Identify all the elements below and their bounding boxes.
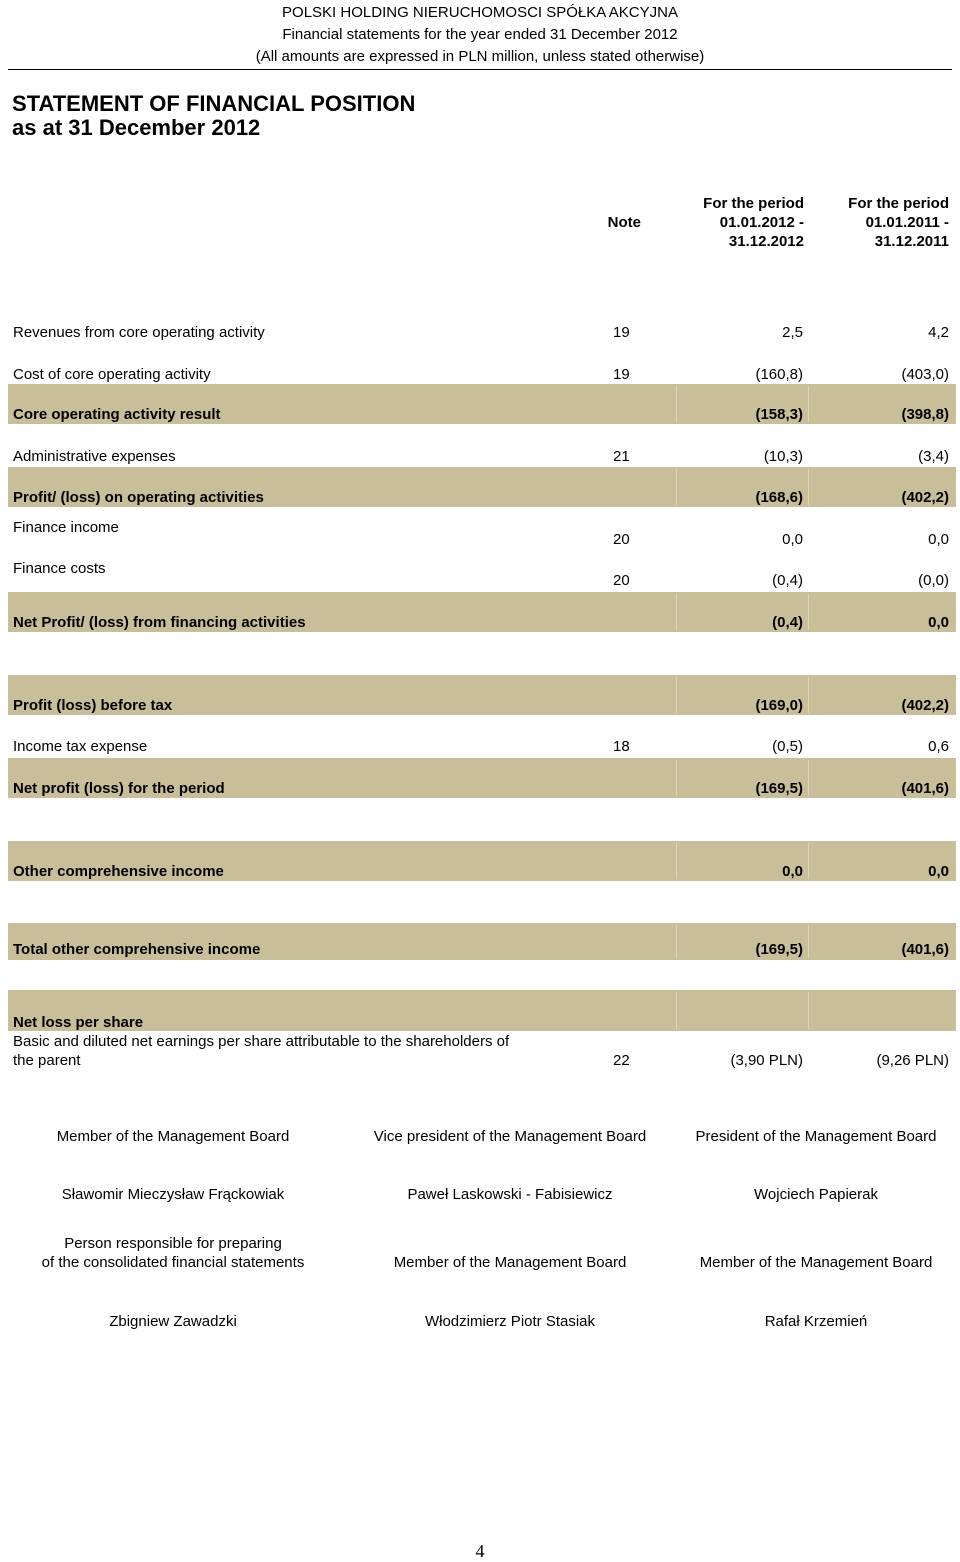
row-value-2011: 0,0: [928, 614, 949, 631]
row-label: Total other comprehensive income: [13, 941, 261, 958]
row-value-2012: (169,0): [755, 697, 803, 714]
period-2011-header-line: For the period: [848, 195, 949, 212]
row-value-2012: (168,6): [755, 489, 803, 506]
row-value-2012: (0,5): [772, 738, 803, 755]
company-name: POLSKI HOLDING NIERUCHOMOSCI SPÓŁKA AKCYJNA: [282, 4, 678, 21]
row-label: Core operating activity result: [13, 406, 221, 423]
row-value-2012: (158,3): [755, 406, 803, 423]
row-value-2011: (398,8): [901, 406, 949, 423]
eps-heading: Net loss per share: [13, 1014, 144, 1031]
signature-role: Member of the Management Board: [56, 1128, 290, 1145]
row-value-2011: 0,0: [928, 531, 949, 548]
table-row-subtotal: [8, 841, 956, 881]
signature-name: Wojciech Papierak: [754, 1186, 878, 1203]
table-row: [8, 313, 956, 353]
amounts-note: (All amounts are expressed in PLN million, unless stated otherwise): [255, 48, 705, 65]
row-value-2011: (401,6): [901, 780, 949, 797]
eps-heading-row: [8, 990, 956, 1031]
signature-role: Vice president of the Management Board: [373, 1128, 647, 1145]
row-value-2012: 0,0: [782, 531, 803, 548]
row-label: Net profit (loss) for the period: [13, 780, 225, 797]
table-row: [8, 551, 956, 591]
table-row: [8, 510, 956, 550]
signature-role-line: Person responsible for preparing: [64, 1235, 282, 1252]
row-value-2012: (169,5): [755, 780, 803, 797]
statements-subtitle: Financial statements for the year ended 31 December 2012: [282, 26, 678, 43]
signature-role: President of the Management Board: [695, 1128, 937, 1145]
row-label: Other comprehensive income: [13, 863, 224, 880]
period-2011-header-line: 31.12.2011: [874, 233, 949, 250]
row-label: Finance income: [13, 519, 119, 536]
row-value-2011: (402,2): [901, 489, 949, 506]
row-note: 20: [613, 572, 630, 589]
row-label: Administrative expenses: [13, 448, 176, 465]
table-row-subtotal: [8, 467, 956, 507]
row-value-2012: 2,5: [782, 324, 803, 341]
row-label: Profit (loss) before tax: [13, 697, 173, 714]
eps-label-line: the parent: [13, 1052, 81, 1069]
row-value-2011: (403,0): [901, 366, 949, 383]
row-value-2011: 4,2: [928, 324, 949, 341]
signature-name: Rafał Krzemień: [764, 1313, 868, 1330]
row-label: Cost of core operating activity: [13, 366, 211, 383]
row-value-2012: (10,3): [763, 448, 803, 465]
eps-label-line: Basic and diluted net earnings per share attributable to the shareholders of: [13, 1033, 510, 1050]
row-note: 18: [613, 738, 630, 755]
period-2011-header-line: 01.01.2011 -: [865, 214, 949, 231]
signature-role: Member of the Management Board: [393, 1254, 627, 1271]
page-number: 4: [475, 1541, 485, 1561]
row-value-2011: 0,0: [928, 863, 949, 880]
row-label: Revenues from core operating activity: [13, 324, 265, 341]
row-value-2011: (402,2): [901, 697, 949, 714]
row-label: Net Profit/ (loss) from financing activities: [13, 614, 306, 631]
row-note: 21: [613, 448, 630, 465]
row-value-2012: (169,5): [755, 941, 803, 958]
eps-row: [8, 1031, 956, 1073]
row-value-2012: (160,8): [755, 366, 803, 383]
signature-name: Sławomir Mieczysław Frąckowiak: [61, 1186, 285, 1203]
table-row-subtotal: [8, 923, 956, 960]
signature-role-line: of the consolidated financial statements: [41, 1254, 305, 1271]
period-2012-header-line: 01.01.2012 -: [719, 214, 804, 231]
row-label: Finance costs: [13, 560, 106, 577]
statement-title: STATEMENT OF FINANCIAL POSITION: [12, 91, 416, 116]
period-2012-header: [660, 194, 804, 251]
table-row-subtotal: [8, 675, 956, 715]
row-value-2011: (401,6): [901, 941, 949, 958]
row-note: 19: [613, 366, 630, 383]
period-2012-header-line: 31.12.2012: [728, 233, 804, 250]
row-value-2012: (0,4): [772, 614, 803, 631]
table-row-subtotal: [8, 592, 956, 632]
table-row-subtotal: [8, 384, 956, 424]
statement-date: as at 31 December 2012: [12, 115, 261, 140]
row-value-2011: (0,0): [918, 572, 949, 589]
signature-role: Member of the Management Board: [699, 1254, 933, 1271]
row-value-2011: 0,6: [928, 738, 949, 755]
note-column-header: Note: [607, 214, 641, 231]
row-note: 22: [613, 1052, 630, 1069]
signature-name: Paweł Laskowski - Fabisiewicz: [407, 1186, 613, 1203]
signature-name: Włodzimierz Piotr Stasiak: [424, 1313, 596, 1330]
row-value-2011: (3,4): [918, 448, 949, 465]
row-value-2012: 0,0: [782, 863, 803, 880]
row-value-2012: (0,4): [772, 572, 803, 589]
period-2012-header-line: For the period: [703, 195, 804, 212]
signature-role: [13, 1234, 333, 1272]
row-note: 19: [613, 324, 630, 341]
row-label: Income tax expense: [13, 738, 148, 755]
header-rule: [8, 69, 952, 70]
row-value-2011: (9,26 PLN): [876, 1052, 949, 1069]
row-note: 20: [613, 531, 630, 548]
signature-name: Zbigniew Zawadzki: [109, 1313, 237, 1330]
row-label: Profit/ (loss) on operating activities: [13, 489, 264, 506]
row-value-2012: (3,90 PLN): [730, 1052, 803, 1069]
table-row-subtotal: [8, 758, 956, 798]
period-2011-header: [806, 194, 949, 251]
